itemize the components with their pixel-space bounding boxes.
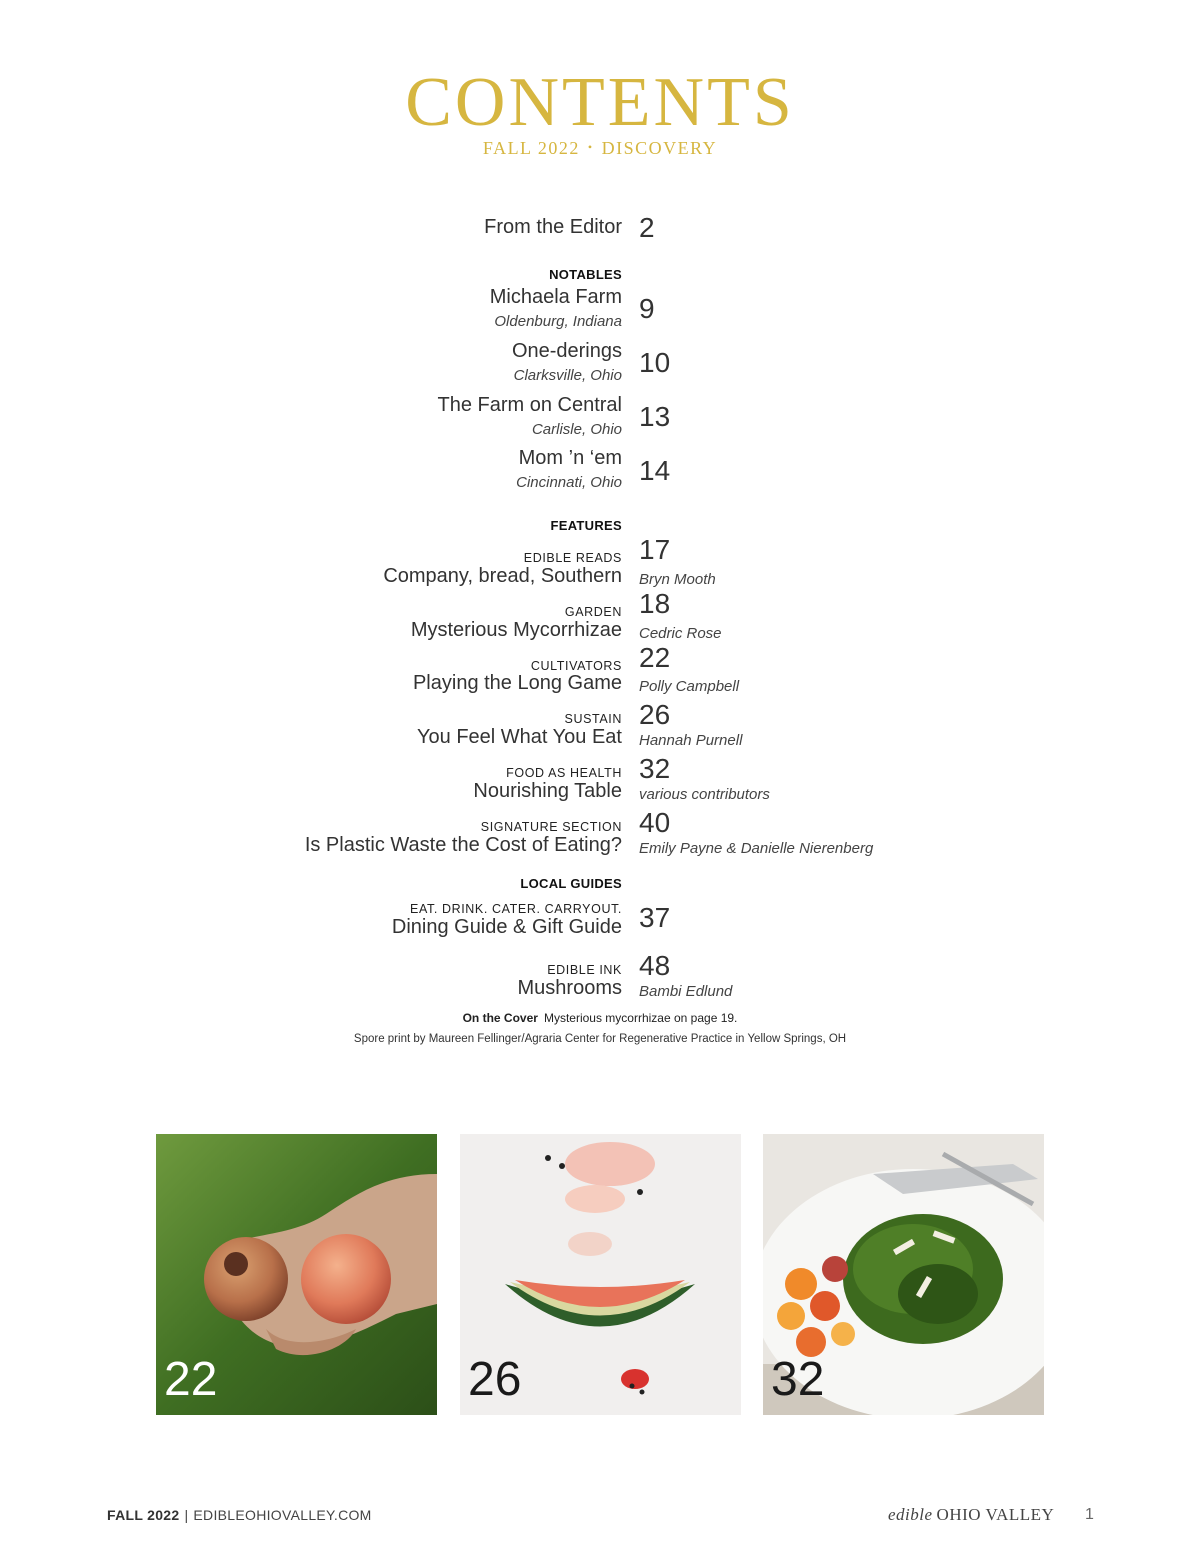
toc-page-number[interactable]: 14 — [639, 455, 671, 486]
toc-entry-title[interactable]: The Farm on Central — [437, 394, 622, 416]
footer-brand-name: OHIO VALLEY — [936, 1505, 1055, 1524]
toc-entry-author: Polly Campbell — [639, 678, 740, 695]
toc-page-number[interactable]: 22 — [639, 642, 671, 673]
section-heading-local-guides: LOCAL GUIDES — [520, 876, 622, 891]
toc-page-number[interactable]: 18 — [639, 588, 671, 619]
toc-entry-author: Bryn Mooth — [639, 571, 716, 588]
toc-entry-author: Bambi Edlund — [639, 983, 733, 1000]
section-heading-notables: NOTABLES — [549, 267, 622, 282]
footer-issue: FALL 2022 — [107, 1507, 180, 1523]
toc-entry-title[interactable]: Nourishing Table — [473, 780, 622, 802]
toc-page-number[interactable]: 17 — [639, 534, 671, 565]
toc-entry-kicker: EAT. DRINK. CATER. CARRYOUT. — [410, 902, 622, 916]
toc-entry-location: Clarksville, Ohio — [513, 367, 622, 384]
toc-entry-location: Oldenburg, Indiana — [494, 313, 622, 330]
toc-entry-kicker: SIGNATURE SECTION — [480, 820, 622, 834]
cover-text: Mysterious mycorrhizae on page 19. — [543, 1011, 738, 1025]
toc-entry-title[interactable]: You Feel What You Eat — [417, 726, 622, 748]
toc-entry-title[interactable]: Playing the Long Game — [412, 672, 622, 694]
photo-page-number: 32 — [771, 1353, 825, 1406]
toc-entry-title[interactable]: Michaela Farm — [489, 286, 622, 308]
section-heading-features: FEATURES — [550, 518, 622, 533]
toc-entry-title[interactable]: One-derings — [511, 340, 622, 362]
footer-brand-italic: edible — [888, 1505, 933, 1524]
toc-entry-kicker: CULTIVATORS — [530, 659, 622, 673]
toc-entry-location: Cincinnati, Ohio — [516, 474, 622, 491]
toc-page-number[interactable]: 10 — [639, 347, 671, 378]
issue-season: FALL 2022 — [482, 138, 580, 158]
photo-pesto-pasta[interactable] — [763, 1134, 1044, 1415]
toc-page-number[interactable]: 13 — [639, 401, 671, 432]
toc-entry-author: various contributors — [639, 786, 770, 803]
toc-entry-location: Carlisle, Ohio — [531, 421, 622, 438]
toc-page-number[interactable]: 26 — [639, 699, 671, 730]
cover-credit: Spore print by Maureen Fellinger/Agraria Center for Regenerative Practice in Yellow Springs, OH — [353, 1033, 847, 1045]
toc-page-number[interactable]: 37 — [639, 902, 671, 933]
toc-entry-title[interactable]: Dining Guide & Gift Guide — [391, 916, 622, 938]
toc-entry-title[interactable]: From the Editor — [484, 216, 622, 238]
issue-theme: DISCOVERY — [601, 138, 718, 158]
footer-brand — [888, 1505, 1054, 1525]
page-title: CONTENTS — [405, 64, 795, 141]
toc-entry-author: Cedric Rose — [639, 625, 722, 642]
toc-entry-kicker: EDIBLE INK — [547, 963, 622, 977]
toc-page-number[interactable]: 2 — [639, 212, 655, 243]
cover-label: On the Cover — [462, 1011, 538, 1025]
toc-entry-kicker: SUSTAIN — [564, 712, 622, 726]
photo-watermelon[interactable] — [460, 1134, 741, 1415]
toc-entry-title[interactable]: Company, bread, Southern — [383, 565, 622, 587]
cover-note — [0, 1011, 1200, 1025]
toc-entry-kicker: GARDEN — [564, 605, 622, 619]
toc-entry-title[interactable]: Is Plastic Waste the Cost of Eating? — [304, 834, 622, 856]
toc-entry-kicker: FOOD AS HEALTH — [506, 766, 622, 780]
toc-entry-kicker: EDIBLE READS — [523, 551, 622, 565]
toc-entry-author: Emily Payne & Danielle Nierenberg — [639, 840, 874, 857]
footer-page-number: 1 — [1085, 1506, 1094, 1523]
toc-page-number[interactable]: 48 — [639, 950, 671, 981]
toc-page-number[interactable]: 9 — [639, 293, 655, 324]
footer-issue-line — [107, 1507, 372, 1523]
toc-entry-author: Hannah Purnell — [639, 732, 743, 749]
issue-subtitle — [0, 138, 1200, 159]
photo-peaches[interactable] — [156, 1134, 437, 1415]
toc-page-number[interactable]: 40 — [639, 807, 671, 838]
toc-entry-title[interactable]: Mushrooms — [517, 977, 622, 999]
toc-entry-title[interactable]: Mom ’n ‘em — [518, 447, 622, 469]
photo-page-number: 22 — [164, 1353, 218, 1406]
photo-page-number: 26 — [468, 1353, 522, 1406]
separator-dot-icon: • — [587, 140, 594, 154]
footer-separator: | — [184, 1507, 189, 1523]
toc-entry-title[interactable]: Mysterious Mycorrhizae — [410, 619, 622, 641]
toc-page-number[interactable]: 32 — [639, 753, 671, 784]
footer-website[interactable]: EDIBLEOHIOVALLEY.COM — [193, 1507, 372, 1523]
